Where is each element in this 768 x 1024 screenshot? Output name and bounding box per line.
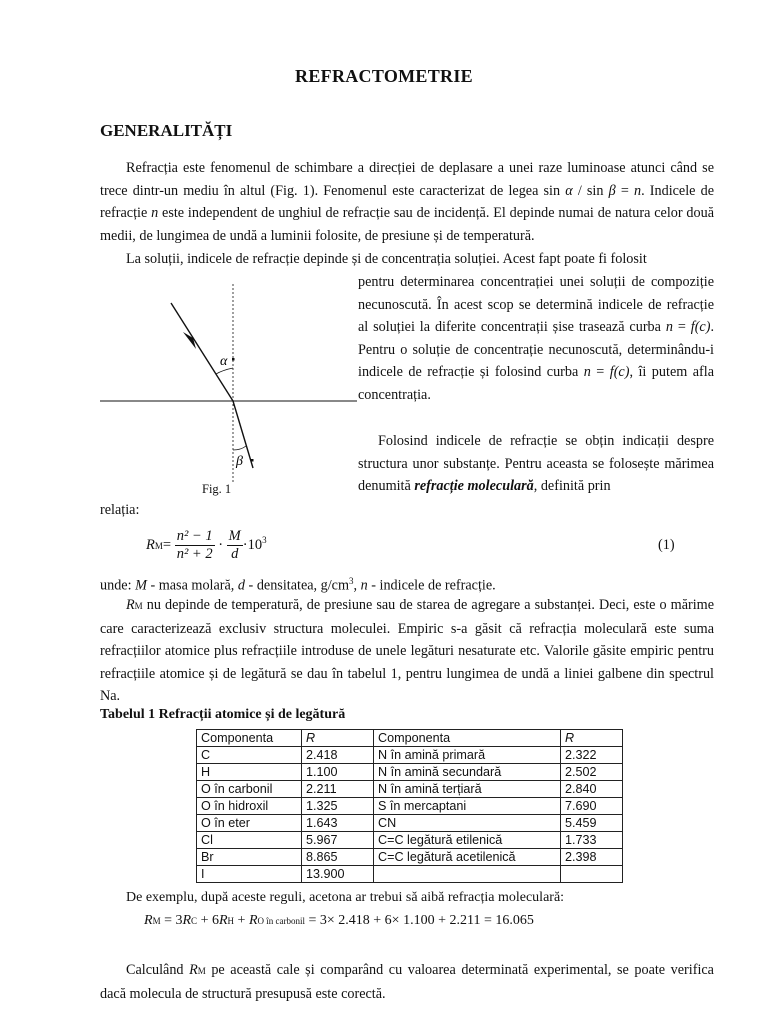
table-cell: S în mercaptani xyxy=(374,798,561,815)
table-row xyxy=(197,781,623,798)
alpha-dot xyxy=(232,358,235,361)
table-cell: N în amină primară xyxy=(374,747,561,764)
table-cell: C xyxy=(197,747,302,764)
table-cell: 2.840 xyxy=(561,781,623,798)
table-header: R xyxy=(561,730,623,747)
table-row xyxy=(197,832,623,849)
table-row xyxy=(197,866,623,883)
table-cell: 7.690 xyxy=(561,798,623,815)
table-cell: I xyxy=(197,866,302,883)
fraction-n: $\frac{\text{n² − 1}}{\text{n² + 2}}$ xyxy=(176,528,213,562)
table-cell: 8.865 xyxy=(302,849,374,866)
alpha-label: α xyxy=(220,354,228,369)
table-cell: 5.967 xyxy=(302,832,374,849)
fraction-m-d: $\frac{M}{d}$ xyxy=(228,528,241,562)
paragraph-rm-properties: RM nu depinde de temperatură, de presiune sau de starea de agregare a substanței. Deci, este o mărime care caracterizează exclusiv structura moleculei. Empiric s-a găsit că refracția moleculară este suma refracțiilor atomice plus refracțiile introduse de unele legături nesaturate etc. Valorile găsite empiric pentru refracțiile atomice și de legătură se dau în tabelul 1, pentru lungimea de undă a liniei galbene din spectrul Na. xyxy=(100,597,714,705)
relatia-label: relația: xyxy=(100,502,140,518)
incident-ray xyxy=(171,303,233,401)
refraction-table xyxy=(196,729,623,883)
beta-dot xyxy=(251,459,254,462)
beta-label: β xyxy=(236,454,243,469)
table-cell: CN xyxy=(374,815,561,832)
table-cell: 1.325 xyxy=(302,798,374,815)
table-header-row xyxy=(197,730,623,747)
table-cell: 1.100 xyxy=(302,764,374,781)
table-cell: 2.322 xyxy=(561,747,623,764)
equation-number: (1) xyxy=(658,537,675,553)
table-cell: N în amină secundară xyxy=(374,764,561,781)
table-cell: O în hidroxil xyxy=(197,798,302,815)
paragraph-concentration: pentru determinarea concentrației unei soluții de compoziție necunoscută. În acest scop se determină indicele de refracție al soluției la diferite concentrații șise trasează curba n = f(c). Pentru o soluție de concentrație necunoscută, determinându-i indicele de refracție și folosind curba n = f(c), îi putem afla concentrația. xyxy=(358,274,714,403)
paragraph-molecular-refraction: Folosind indicele de refracție se obțin indicații despre structura unor substanțe. Pentru aceasta se folosește mărimea denumită refracție moleculară, definită prin xyxy=(358,433,714,495)
example-text: De exemplu, după aceste reguli, acetona ar trebui să aibă refracția moleculară: xyxy=(126,890,565,905)
table-cell: O în eter xyxy=(197,815,302,832)
beta-arc xyxy=(233,446,246,450)
paragraph-conclusion: Calculând RM pe această cale și comparând cu valoarea determinată experimental, se poate verifica dacă molecula de structură presupusă este corectă. xyxy=(100,962,714,1002)
table-cell: 2.211 xyxy=(302,781,374,798)
equation-molecular-refraction: RM= $\frac{\text{n² − 1}}{\text{n² + 2}}$ · $\frac{M}{d}$ $\cdot 10^3$ xyxy=(146,528,267,562)
table-cell xyxy=(561,866,623,883)
refraction-figure xyxy=(95,282,360,482)
table-cell: H xyxy=(197,764,302,781)
acetone-formula: RM = 3RC + 6RH + RO în carbonil = 3× 2.418 + 6× 1.100 + 2.211 = 16.065 xyxy=(144,913,534,928)
table-row xyxy=(197,849,623,866)
table-cell: C=C legătură etilenică xyxy=(374,832,561,849)
table-cell xyxy=(374,866,561,883)
table-row xyxy=(197,764,623,781)
table-cell: 13.900 xyxy=(302,866,374,883)
figure-caption: Fig. 1 xyxy=(202,482,232,496)
table-cell: 2.502 xyxy=(561,764,623,781)
table-cell: O în carbonil xyxy=(197,781,302,798)
paragraph-refraction-definition: Refracția este fenomenul de schimbare a direcției de deplasare a unei raze luminoase atunci când se trece dintr-un mediu în altul (Fig. 1). Fenomenul este caracterizat de legea sin α / sin β = n. Indicele de refracție n este independent de unghiul de refracție sau de incidență. El depinde numai de natura celor două medii, de lungimea de undă a luminii folosite, de presiune și de temperatură. xyxy=(100,160,715,244)
table-cell: 1.733 xyxy=(561,832,623,849)
table-cell: 2.398 xyxy=(561,849,623,866)
table-cell: 2.418 xyxy=(302,747,374,764)
table-header: R xyxy=(302,730,374,747)
table-cell: 5.459 xyxy=(561,815,623,832)
table-cell: 1.643 xyxy=(302,815,374,832)
paragraph-solutions-intro: La soluții, indicele de refracție depinde și de concentrația soluției. Acest fapt poate fi folosit xyxy=(126,251,647,267)
table-row xyxy=(197,815,623,832)
page-title: REFRACTOMETRIE xyxy=(295,66,473,86)
table-cell: Cl xyxy=(197,832,302,849)
table-caption: Tabelul 1 Refracții atomice și de legătură xyxy=(100,707,346,722)
table-cell: N în amină terțiară xyxy=(374,781,561,798)
table-header: Componenta xyxy=(374,730,561,747)
paragraph-variables: unde: M - masa molară, d - densitatea, $g/cm^3$, n - indicele de refracție. xyxy=(100,576,496,594)
table-row xyxy=(197,798,623,815)
table-header: Componenta xyxy=(197,730,302,747)
table-row xyxy=(197,747,623,764)
table-cell: Br xyxy=(197,849,302,866)
section-heading: GENERALITĂȚI xyxy=(100,121,233,140)
table-cell: C=C legătură acetilenică xyxy=(374,849,561,866)
